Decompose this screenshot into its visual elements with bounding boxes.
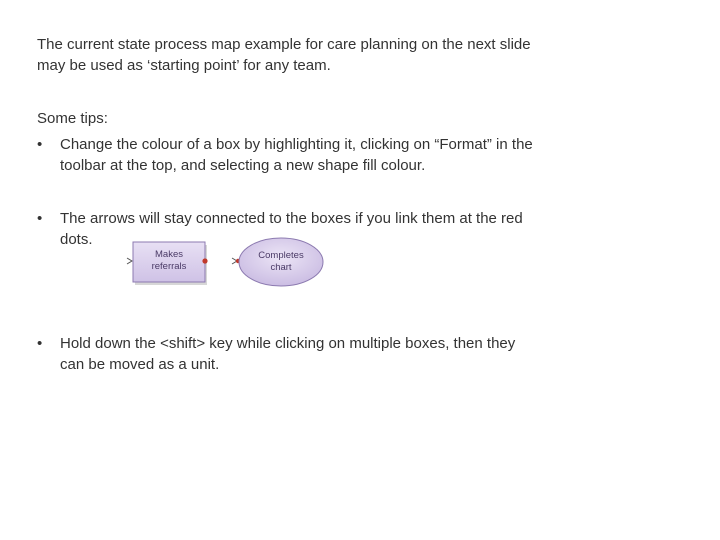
arrow-head-icon [127,258,132,264]
ellipse-label-line-2: chart [270,262,292,273]
example-connector-diagram [124,236,334,288]
tips-heading: Some tips: [37,110,108,127]
intro-line-1: The current state process map example for care planning on the next slide [37,36,531,53]
tip-text [60,333,617,375]
box-label-line-1: Makes [155,249,183,260]
tip-text [60,134,617,176]
bullet-icon: • [37,210,43,227]
bullet-icon: • [37,335,43,352]
tip-line-2: toolbar at the top, and selecting a new shape fill colour. [60,157,426,174]
bullet-icon: • [37,136,43,153]
tip-line-1: Hold down the <shift> key while clicking on multiple boxes, then they [60,335,516,352]
tip-line-1: Change the colour of a box by highlighting it, clicking on “Format” in the [60,136,533,153]
box-label-line-2: referrals [151,261,187,272]
intro-paragraph [37,34,637,76]
tip-line-1: The arrows will stay connected to the boxes if you link them at the red [60,210,523,227]
tip-shift-select [37,333,617,375]
connection-dot-icon[interactable] [202,258,207,263]
tip-line-2: dots. [60,231,93,248]
ellipse-label-line-1: Completes [258,250,304,261]
tip-change-colour [37,134,617,176]
intro-line-2: may be used as ‘starting point’ for any team. [37,57,331,74]
tip-line-2: can be moved as a unit. [60,356,220,373]
